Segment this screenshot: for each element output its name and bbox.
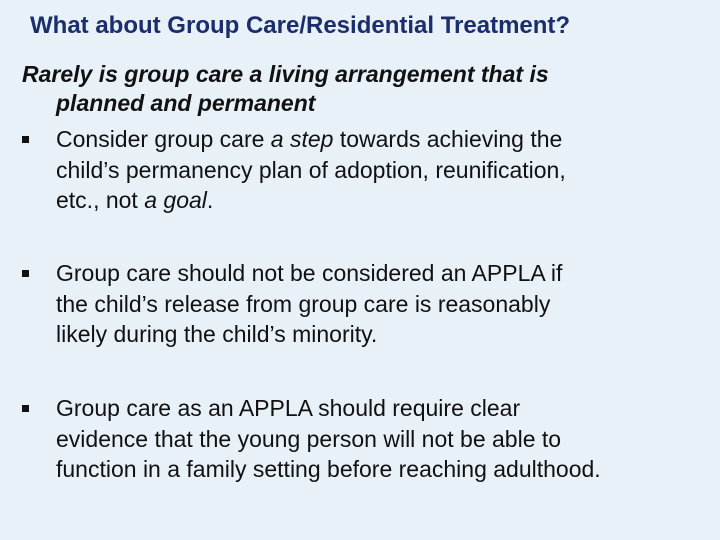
bullet-text-2	[56, 258, 720, 350]
bullet-1-line-2: child’s permanency plan of adoption, reunification,	[56, 156, 566, 183]
bullet-3-line-1: Group care as an APPLA should require clear	[56, 395, 521, 421]
bullet-item-2	[22, 258, 720, 350]
square-bullet-icon	[22, 405, 29, 412]
bullet-item-3	[22, 393, 720, 485]
bullet-1-line-1	[56, 124, 720, 155]
bullet-1-text-part: etc., not	[56, 187, 145, 213]
bullet-2-line-2: the child’s release from group care is reasonably	[56, 290, 551, 317]
bullet-1-text-part: towards achieving the	[333, 126, 563, 152]
bullet-1-line-3	[56, 185, 720, 216]
bullet-3-line-3: function in a family setting before reaching adulthood.	[56, 456, 601, 482]
intro-statement	[22, 60, 702, 118]
bullet-1-emphasis-goal: a goal	[144, 187, 207, 213]
bullet-3-line-2: evidence that the young person will not be able to	[56, 425, 562, 452]
bullet-item-1	[22, 124, 720, 216]
slide-title: What about Group Care/Residential Treatment?	[30, 12, 571, 39]
intro-line-2: planned and permanent	[56, 90, 316, 116]
square-bullet-icon	[22, 270, 29, 277]
square-bullet-icon	[22, 136, 29, 143]
bullet-1-text-part: Consider group care	[56, 126, 271, 152]
intro-line-1: Rarely is group care a living arrangement that is	[22, 61, 549, 87]
bullet-1-emphasis-step: a step	[270, 126, 334, 152]
bullet-2-line-1: Group care should not be considered an APPLA if	[56, 260, 563, 286]
bullet-text-1	[56, 124, 720, 216]
bullet-1-text-part: .	[206, 187, 214, 213]
bullet-text-3	[56, 393, 720, 485]
bullet-2-line-3: likely during the child’s minority.	[56, 321, 378, 347]
